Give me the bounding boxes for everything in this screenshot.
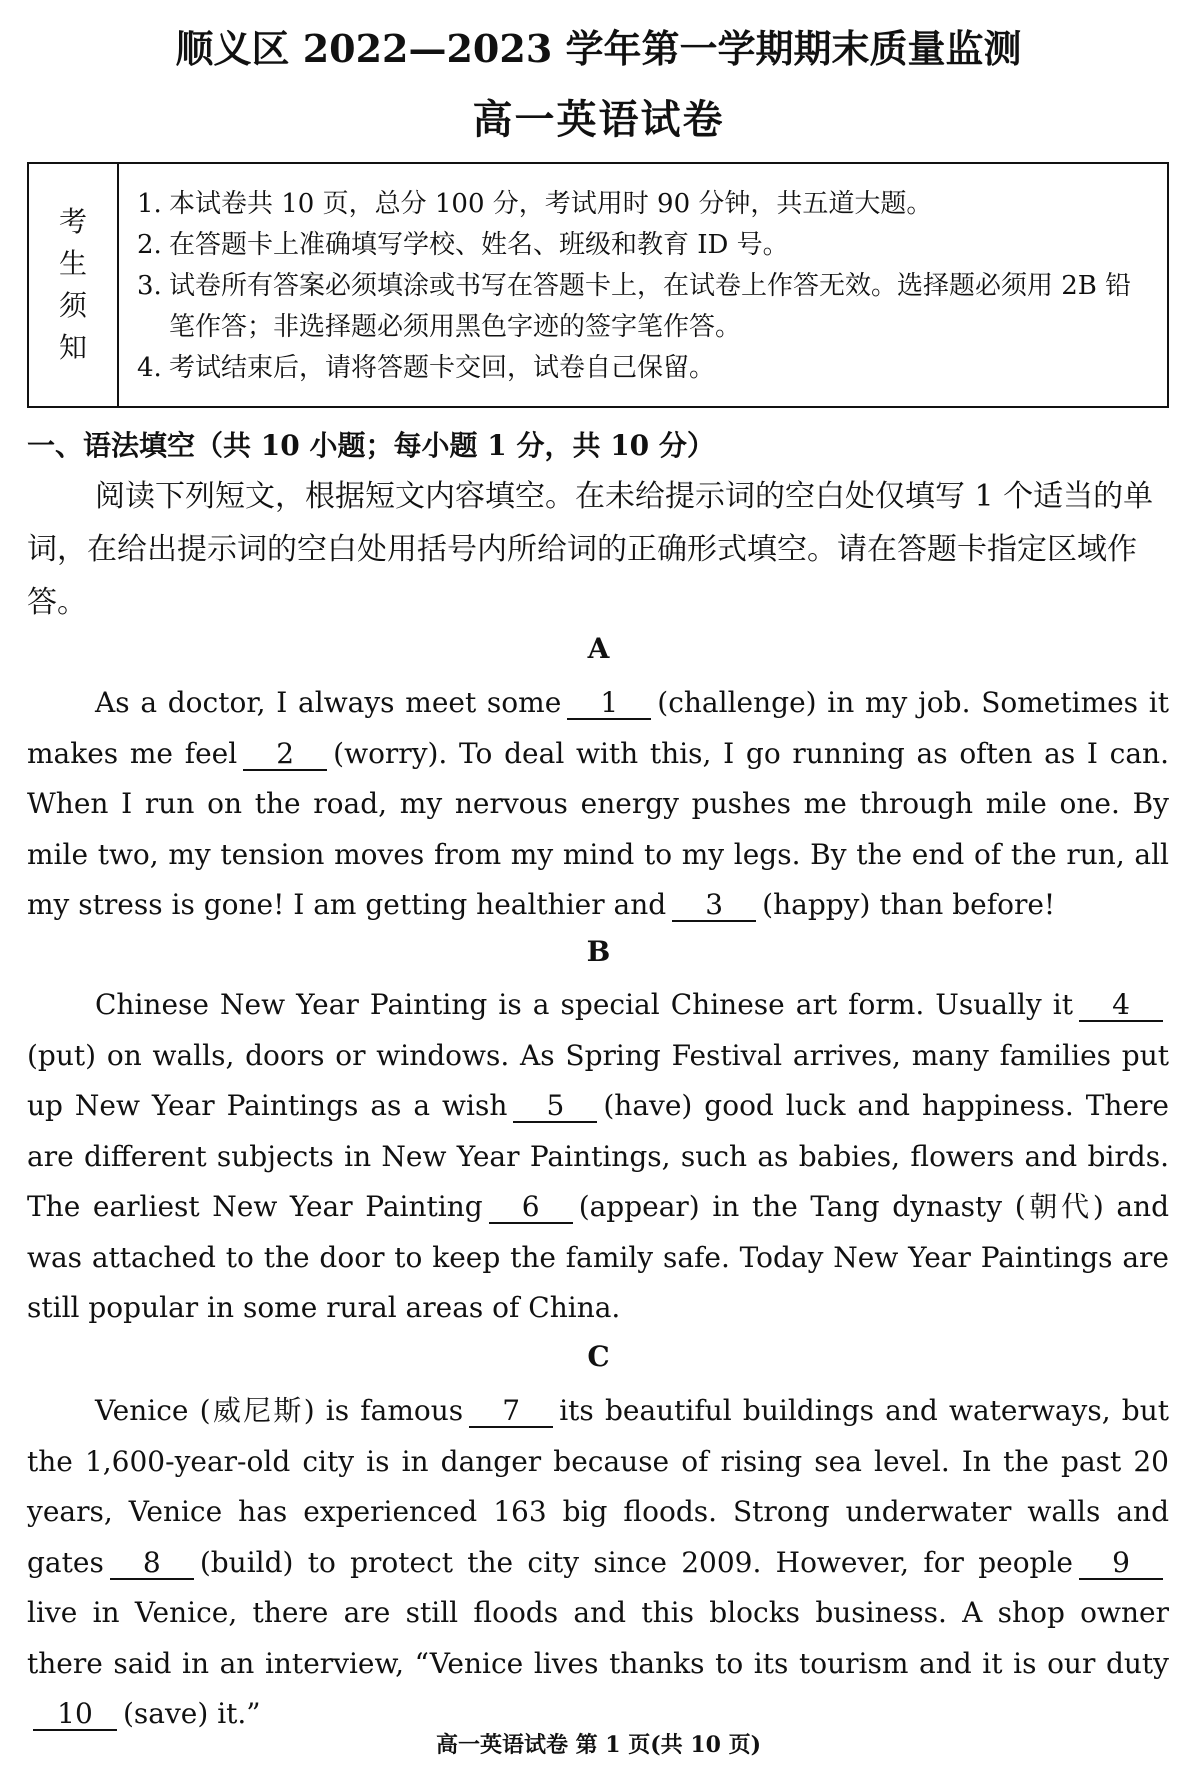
passage-b <box>27 980 1169 1334</box>
notice-items <box>119 164 1167 406</box>
notice-label-char: 考 <box>58 205 87 238</box>
passage-text: (put) on walls, doors or windows. As Spring Festival arrives, many families put up New Year Paintings as a wish <box>27 1038 1169 1122</box>
notice-label <box>29 164 119 406</box>
blank-4: 4 <box>1079 990 1163 1022</box>
candidate-notice-box <box>27 162 1169 408</box>
blank-2: 2 <box>243 739 327 771</box>
blank-8: 8 <box>110 1548 194 1580</box>
blank-6: 6 <box>489 1192 573 1224</box>
section-instructions: 阅读下列短文，根据短文内容填空。在未给提示词的空白处仅填写 1 个适当的单词，在给出提示词的空白处用括号内所给词的正确形式填空。请在答题卡指定区域作答。 <box>27 479 1154 620</box>
blank-10: 10 <box>33 1699 117 1731</box>
passage-a <box>27 678 1169 931</box>
passage-c <box>27 1386 1169 1740</box>
passage-text: (challenge) in my job. Sometimes it makes me feel <box>27 686 1169 770</box>
passage-title-a: A <box>587 632 610 665</box>
blank-9: 9 <box>1079 1548 1163 1580</box>
notice-label-char: 生 <box>58 247 87 280</box>
notice-label-char: 须 <box>58 289 87 322</box>
exam-subtitle: 高一英语试卷 <box>472 96 725 143</box>
blank-3: 3 <box>672 890 756 922</box>
passage-title-c: C <box>587 1340 610 1373</box>
passage-text: (worry). To deal with this, I go running as often as I can. When I run on the road, my nervous energy pushes me through mile one. By mile two, my tension moves from my mind to my legs. By the end of the run, all my stress is gone! I am getting healthier and <box>27 736 1169 921</box>
notice-item <box>137 184 1153 225</box>
blank-5: 5 <box>513 1091 597 1123</box>
passage-text: Venice (威尼斯) is famous <box>95 1394 464 1427</box>
notice-item <box>137 348 1153 389</box>
passage-text: (save) it.” <box>123 1697 261 1730</box>
notice-item-text: 考试结束后，请将答题卡交回，试卷自己保留。 <box>169 353 716 383</box>
passage-text: live in Venice, there are still floods and this blocks business. A shop owner there said in an interview, “Venice lives thanks to its tourism and it is our duty <box>27 1596 1169 1680</box>
notice-item-number: 2. <box>137 230 162 260</box>
notice-item-text: 在答题卡上准确填写学校、姓名、班级和教育 ID 号。 <box>169 230 789 260</box>
section-heading: 一、语法填空（共 10 小题；每小题 1 分，共 10 分） <box>27 429 715 462</box>
notice-item <box>137 225 1153 266</box>
passage-title-b: B <box>586 935 611 968</box>
passage-text: As a doctor, I always meet some <box>95 686 562 719</box>
passage-text: Chinese New Year Painting is a special Chinese art form. Usually it <box>95 988 1073 1021</box>
notice-item-number: 1. <box>137 189 162 219</box>
passage-text: (have) good luck and happiness. There are different subjects in New Year Paintings, such as babies, flowers and birds. The earliest New Year Painting <box>27 1089 1169 1223</box>
passage-text: its beautiful buildings and waterways, but the 1,600-year-old city is in danger because of rising sea level. In the past 20 years, Venice has experienced 163 big floods. Strong underwater walls and gates <box>27 1394 1170 1579</box>
notice-item <box>137 266 1153 348</box>
notice-item-text: 试卷所有答案必须填涂或书写在答题卡上，在试卷上作答无效。选择题必须用 2B 铅笔作答；非选择题必须用黑色字迹的签字笔作答。 <box>169 271 1132 342</box>
exam-title: 顺义区 2022—2023 学年第一学期期末质量监测 <box>175 26 1022 71</box>
passage-text: (appear) in the Tang dynasty (朝代) and was attached to the door to keep the family safe. Today New Year Paintings are still popular in some rural areas of China. <box>27 1190 1170 1324</box>
notice-label-char: 知 <box>58 331 87 364</box>
passage-text: (happy) than before! <box>762 888 1056 921</box>
blank-7: 7 <box>469 1396 553 1428</box>
notice-item-number: 3. <box>137 271 162 301</box>
notice-item-text: 本试卷共 10 页，总分 100 分，考试用时 90 分钟，共五道大题。 <box>169 189 933 219</box>
passage-text: (build) to protect the city since 2009. However, for people <box>199 1545 1073 1579</box>
page-footer: 高一英语试卷 第 1 页(共 10 页) <box>435 1732 762 1758</box>
notice-item-number: 4. <box>137 353 162 383</box>
blank-1: 1 <box>567 688 651 720</box>
